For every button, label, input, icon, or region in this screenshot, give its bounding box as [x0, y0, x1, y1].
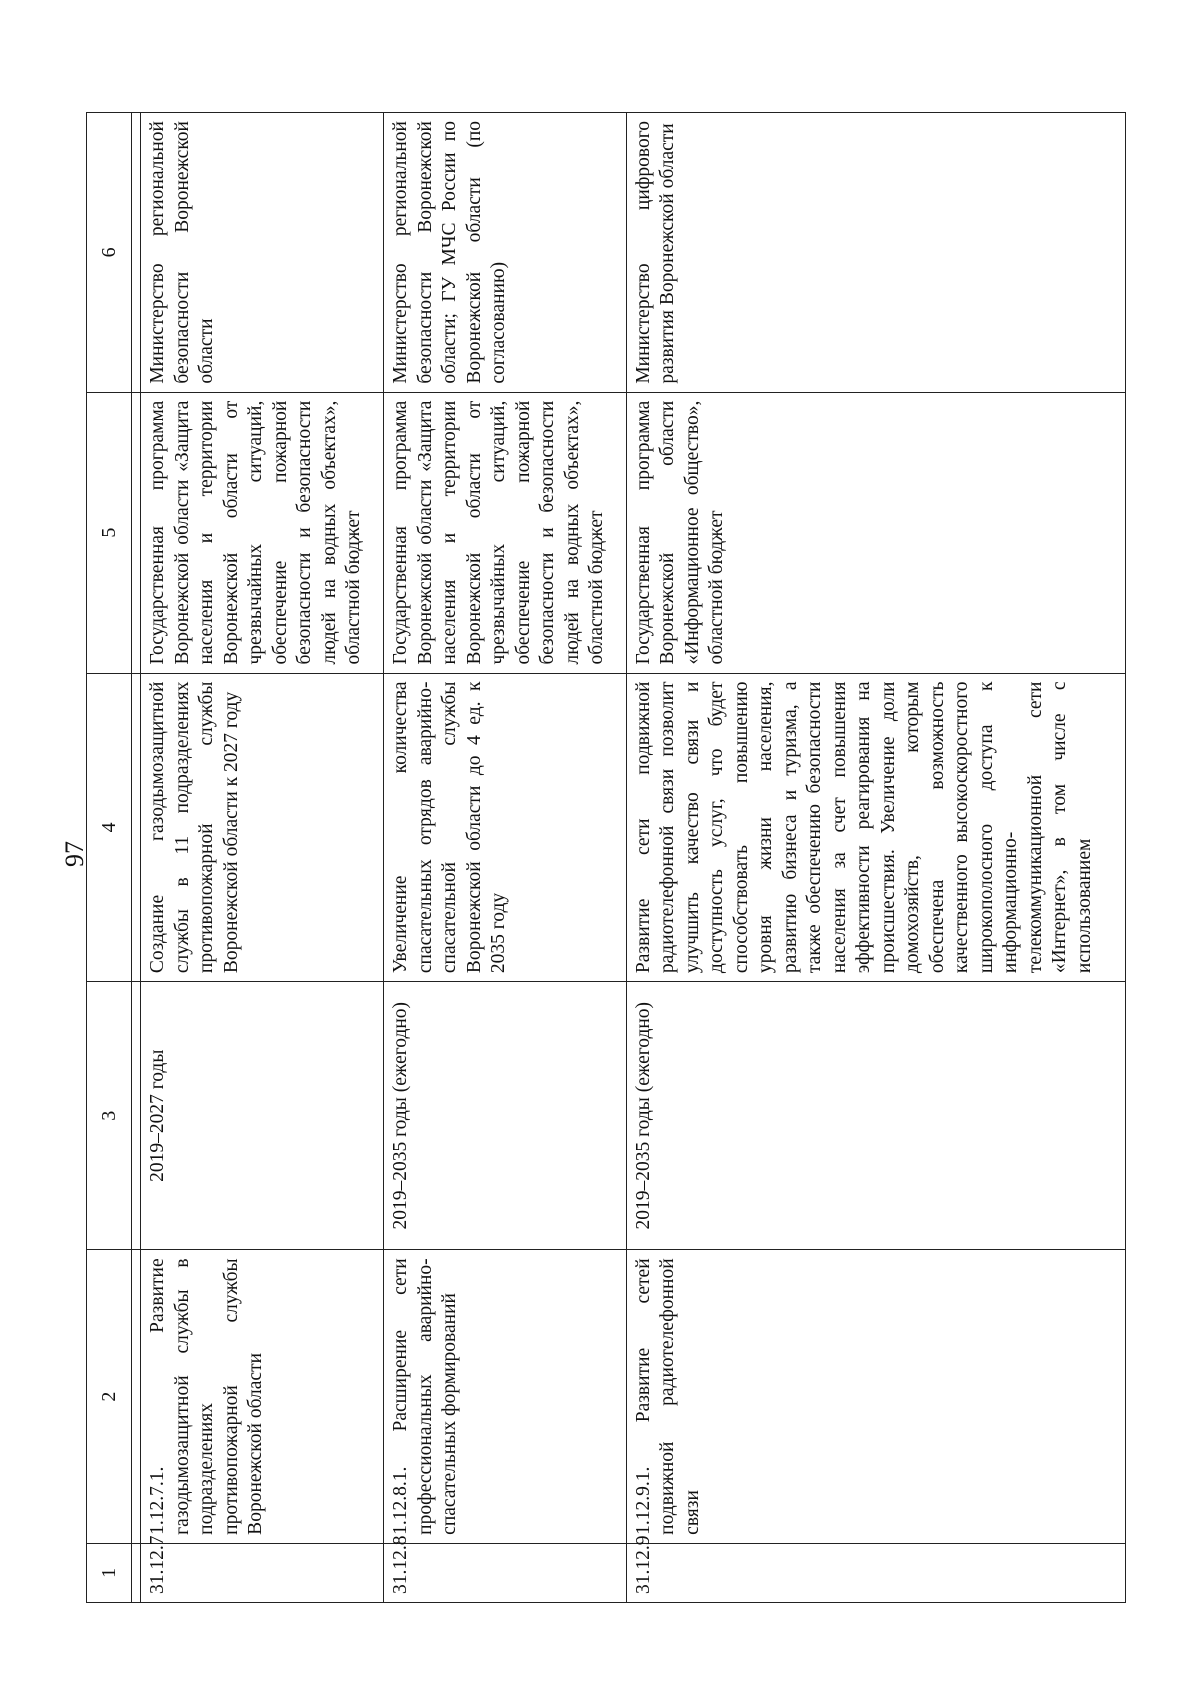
table-row	[626, 113, 1125, 1603]
result-cell: Создание газодымозащитной службы в 11 подразделениях противопожарной службы Воронежской области к 2027 году	[141, 673, 384, 982]
table-row	[141, 113, 384, 1603]
funding-source-cell: Государственная программа Воронежской области «Информационное общество», областной бюджет	[626, 392, 1125, 673]
header-cell-6: 6	[87, 113, 132, 393]
executor-cell: Министерство региональной безопасности Воронежской области; ГУ МЧС России по Воронежской области (по согласованию)	[384, 113, 627, 393]
header-cell-1: 1	[87, 1543, 132, 1602]
funding-source-cell: Государственная программа Воронежской области «Защита населения и территории Воронежской области от чрезвычайных ситуаций, обеспечение пожарной безопасности и безопасности людей на водных объектах», областной бюджет	[141, 392, 384, 673]
executor-cell: Министерство региональной безопасности Воронежской области	[141, 113, 384, 393]
table-row	[384, 113, 627, 1603]
measure-cell: 1.12.8.1. Расширение сети профессиональных аварийно-спасательных формирований	[384, 1250, 627, 1543]
funding-source-cell: Государственная программа Воронежской области «Защита населения и территории Воронежской области от чрезвычайных ситуаций, обеспечение пожарной безопасности и безопасности людей на водных объектах», областной бюджет	[384, 392, 627, 673]
period-cell: 2019–2035 годы (ежегодно)	[626, 982, 1125, 1250]
header-cell-5: 5	[87, 392, 132, 673]
result-cell: Увеличение количества спасательных отрядов аварийно-спасательной службы Воронежской области до 4 ед. к 2035 году	[384, 673, 627, 982]
period-cell: 2019–2027 годы	[141, 982, 384, 1250]
measure-cell: 1.12.9.1. Развитие сетей подвижной радиотелефонной связи	[626, 1250, 1125, 1543]
executor-cell: Министерство цифрового развития Воронежской области	[626, 113, 1125, 393]
row-number: 31.12.9	[626, 1543, 1125, 1602]
header-cell-4: 4	[87, 673, 132, 982]
header-gap	[132, 113, 141, 1603]
header-cell-3: 3	[87, 982, 132, 1250]
page-number: 97	[60, 841, 89, 867]
measure-cell: 1.12.7.1. Развитие газодымозащитной службы в подразделениях противопожарной службы Воронежской области	[141, 1250, 384, 1543]
result-cell: Развитие сети подвижной радиотелефонной связи позволит улучшить качество связи и доступность услуг, что будет способствовать повышению уровня жизни населения, развитию бизнеса и туризма, а также обеспечению безопасности населения за счет повышения эффективности реагирования на происшествия. Увеличение доли домохозяйств, которым обеспечена возможность качественного высокоскоростного широкополосного доступа к информационно-телекоммуникационной сети «Интернет», в том числе с использованием	[626, 673, 1125, 982]
header-cell-2: 2	[87, 1250, 132, 1543]
row-number: 31.12.7	[141, 1543, 384, 1602]
measures-table	[86, 112, 1126, 1603]
row-number: 31.12.8	[384, 1543, 627, 1602]
table-header-row	[87, 113, 132, 1603]
period-cell: 2019–2035 годы (ежегодно)	[384, 982, 627, 1250]
